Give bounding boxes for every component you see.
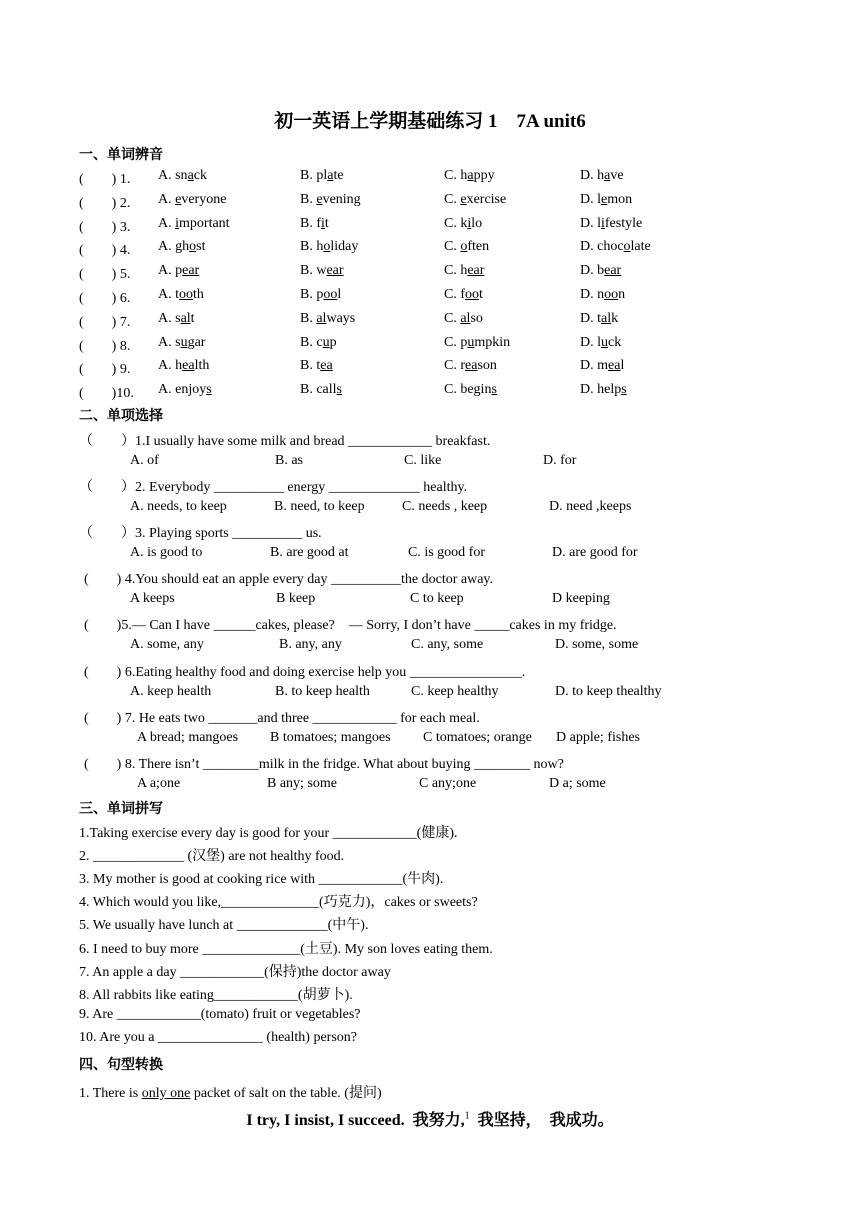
footer-text-b: 我坚持， 我成功。 [469,1112,614,1129]
option-text: t [190,310,195,326]
option-text: gar [187,334,206,350]
underlined-letters: i [601,215,605,231]
option-text: A. h [158,358,183,374]
option-text: p [329,334,337,350]
underlined-letters: o [189,239,197,255]
option-text: th [193,287,204,302]
page-number: 1 [464,1110,470,1122]
phonetic-option-a [158,287,204,303]
option-text: A. sn [158,168,188,183]
underlined-letters: ea [608,358,621,374]
mc-option: B. need, to keep [274,499,365,514]
mc-option: C to keep [410,591,464,606]
phonetic-option-b [300,287,341,303]
spelling-question: 1.Taking exercise every day is good for your ____________(健康). [79,826,458,841]
spelling-question: 10. Are you a _______________ (health) person? [79,1029,357,1045]
mc-option: A a;one [137,776,181,791]
underlined-letters: ear [467,263,485,279]
spelling-question: 7. An apple a day ____________(保持)the doctor away [79,964,391,980]
option-text: l [620,358,625,374]
option-text: liday [330,239,359,255]
mc-option: C. any, some [411,637,484,652]
option-text: ppy [473,168,495,183]
phonetic-option-c [444,263,484,279]
phonetic-option-a [158,263,199,279]
option-text: C. [444,310,461,326]
underlined-letters: a [467,168,474,183]
spelling-question: 3. My mother is good at cooking rice with ____________(牛肉). [79,872,444,888]
option-text: festyle [604,215,643,231]
transform-question-1 [79,1082,382,1102]
underlined-letters: s [491,382,497,398]
option-text: A. s [158,310,181,326]
underlined-letters: e [175,191,182,207]
option-text: C. r [444,358,465,374]
option-text: C. begin [444,382,492,398]
option-text: B. [300,191,317,207]
phonetic-option-b [300,382,342,398]
mc-option: C. like [404,453,442,468]
mc-option: A. of [130,453,159,468]
mc-option: B any; some [267,776,337,791]
option-text: D. l [580,215,601,231]
mc-option: A keeps [130,591,175,606]
phonetic-option-c [444,216,482,232]
option-text: D. m [580,358,608,374]
phonetic-option-c [444,335,510,351]
option-text: D. help [580,382,622,398]
option-text: A. enjoy [158,382,207,398]
option-text: ften [467,239,490,255]
phonetic-option-b [300,358,333,374]
option-text: C. k [444,215,468,231]
mc-option: D. some, some [555,637,639,652]
phonetic-option-a [158,358,209,374]
option-text: late [630,239,651,255]
option-text: D. n [580,287,605,302]
underlined-letters: al [180,310,191,326]
mc-option: A. keep health [130,684,212,699]
mc-question: ( ) 4.You should eat an apple every day __________the doctor away. [84,572,494,587]
phonetic-option-a [158,311,195,327]
mc-question: ( ) 8. There isn’t ________milk in the fridge. What about buying ________ now? [84,757,564,772]
phonetic-option-b [300,192,361,208]
option-text: C. f [444,287,465,302]
option-text: D. b [580,263,605,279]
phonetic-number: ( ) 3. [79,219,131,235]
spelling-question: 4. Which would you like,______________(巧克力)，cakes or sweets? [79,895,478,911]
underlined-letters: i [175,215,180,231]
option-text: l [337,287,342,302]
mc-option: B keep [276,591,316,606]
option-text: vening [322,191,361,207]
phonetic-option-a [158,192,226,208]
phonetic-option-a [158,216,230,232]
phonetic-option-d [580,358,624,374]
phonetic-number: ( ) 6. [79,291,131,306]
option-text: A. [158,191,176,207]
mc-question: （ ）3. Playing sports __________ us. [79,526,322,541]
option-text: A. p [158,263,183,279]
footer-text-a: I try, I insist, I succeed. 我努力, [246,1112,465,1129]
mc-option: D. to keep thealthy [555,684,662,699]
underlined-letters: e [601,191,608,207]
phonetic-option-a [158,382,212,398]
option-text: mpkin [474,334,511,350]
underlined-letters: o [623,239,631,255]
mc-question: （ ）1.I usually have some milk and bread ____________ breakfast. [79,434,491,449]
option-text: D. l [580,191,601,207]
phonetic-option-c [444,239,489,255]
option-text: B. c [300,334,323,350]
phonetic-option-c [444,192,506,208]
phonetic-option-d [580,192,632,208]
underlined-letters: oo [604,287,619,302]
phonetic-option-c [444,382,497,398]
mc-option: A bread; mangoes [137,730,239,745]
option-text: A. gh [158,239,190,255]
option-text: C. [444,239,461,255]
mc-option: C. needs , keep [402,499,488,514]
underlined-letters: al [460,310,471,326]
phonetic-option-a [158,335,205,351]
spelling-question: 2. _____________ (汉堡) are not healthy food. [79,849,345,865]
section-heading-phonetics: 一、单词辨音 [79,147,163,163]
option-text: C. p [444,334,468,350]
section-heading-multiple-choice: 二、单项选择 [79,408,163,424]
underlined-letters: ea [320,358,333,374]
underlined-letters: ea [182,358,195,374]
spelling-question: 9. Are ____________(tomato) fruit or vegetables? [79,1006,361,1022]
phonetic-number: ( ) 9. [79,362,131,378]
option-text: n [618,287,626,302]
phonetic-option-d [580,239,651,255]
phonetic-option-b [300,168,344,184]
mc-question: ( ) 7. He eats two _______and three ____________ for each meal. [84,711,480,726]
option-text: D. t [580,310,601,326]
mc-option: D. are good for [552,545,638,560]
mc-option: B. any, any [279,637,342,652]
option-text: xercise [466,191,507,207]
page-title: 初一英语上学期基础练习 1 7A unit6 [274,111,586,132]
option-text: so [470,310,483,326]
phonetic-option-d [580,335,621,351]
option-text: D. l [580,334,601,350]
transform-pre: 1. There is [79,1086,142,1101]
underlined-letters: u [322,334,330,350]
option-text: k [611,310,619,326]
phonetic-option-c [444,168,495,184]
option-text: lth [194,358,210,374]
phonetic-option-a [158,239,205,255]
option-text: B. h [300,239,324,255]
phonetic-option-b [300,335,337,351]
underlined-letters: a [604,168,611,183]
option-text: mon [607,191,633,207]
mc-question: ( )5.— Can I have ______cakes, please? — Sorry, I don’t have _____cakes in my fridge. [84,618,617,633]
option-text: A. s [158,334,181,350]
option-text: t [479,287,483,302]
mc-option: A. needs, to keep [130,499,227,514]
phonetic-option-c [444,287,483,303]
phonetic-option-a [158,168,207,184]
underlined-letters: ea [465,358,478,374]
phonetic-number: ( ) 1. [79,172,131,187]
underlined-letters: e [460,191,467,207]
underlined-letters: ear [604,263,622,279]
section-heading-transform: 四、句型转换 [79,1057,163,1073]
option-text: D. choc [580,239,624,255]
underlined-letters: u [467,334,475,350]
underlined-letters: i [467,215,472,231]
phonetic-option-b [300,263,344,279]
phonetic-number: ( ) 4. [79,243,131,259]
mc-option: A. some, any [130,637,204,652]
option-text: B. t [300,358,321,374]
section-heading-spelling: 三、单词拼写 [79,801,163,817]
mc-option: B. to keep health [275,684,370,699]
transform-underlined: only one [141,1086,191,1101]
phonetic-number: ( ) 2. [79,195,131,211]
option-text: B. call [300,382,337,398]
option-text: te [333,168,344,183]
option-text: C. [444,191,461,207]
option-text: mportant [179,215,230,231]
mc-option: B tomatoes; mangoes [270,730,391,745]
spelling-question: 8. All rabbits like eating____________(胡萝卜). [79,987,353,1003]
underlined-letters: o [323,239,331,255]
mc-option: C. is good for [408,545,485,560]
phonetic-option-d [580,168,624,184]
option-text: B. f [300,215,321,231]
phonetic-option-c [444,311,483,327]
option-text: B. w [300,263,327,279]
underlined-letters: ear [182,263,200,279]
underlined-letters: al [316,310,327,326]
option-text: B. pl [300,168,328,183]
phonetic-option-b [300,216,329,232]
underlined-letters: a [327,168,334,183]
mc-option: D. need ,keeps [549,499,632,514]
phonetic-number: ( ) 7. [79,314,131,330]
mc-option: C tomatoes; orange [423,730,532,745]
option-text: ways [326,310,356,326]
option-text: C. h [444,168,468,183]
phonetic-option-d [580,382,627,398]
spelling-question: 6. I need to buy more ______________(土豆). My son loves eating them. [79,941,493,957]
phonetic-number: ( )10. [79,386,134,402]
phonetic-option-b [300,239,358,255]
option-text: ve [610,168,624,183]
mc-question: （ ）2. Everybody __________ energy _____________ healthy. [79,480,468,495]
underlined-letters: oo [465,287,479,302]
underlined-letters: oo [323,287,338,302]
underlined-letters: al [601,310,612,326]
phonetic-number: ( ) 5. [79,267,131,283]
underlined-letters: i [321,215,325,231]
underlined-letters: s [336,382,342,398]
footer-motto [0,1107,860,1130]
spelling-question: 5. We usually have lunch at _____________(中午). [79,918,369,934]
mc-option: D apple; fishes [556,730,640,745]
phonetic-option-d [580,287,625,303]
mc-option: A. is good to [130,545,203,560]
phonetic-option-d [580,216,642,232]
option-text: C. h [444,263,468,279]
mc-option: B. are good at [270,545,349,560]
underlined-letters: oo [179,287,193,302]
phonetic-option-b [300,311,355,327]
option-text: A. [158,215,176,231]
option-text: A. t [158,287,179,302]
phonetic-number: ( ) 8. [79,338,131,354]
transform-post: packet of salt on the table. (提问) [190,1086,382,1101]
option-text: D. h [580,168,605,183]
option-text: son [477,358,497,374]
underlined-letters: ear [326,263,344,279]
mc-option: D a; some [549,776,606,791]
underlined-letters: a [187,168,194,183]
phonetic-option-d [580,263,621,279]
phonetic-option-c [444,358,497,374]
phonetic-option-d [580,311,618,327]
underlined-letters: s [621,382,627,398]
option-text: lo [471,215,483,231]
mc-option: D keeping [552,591,610,606]
option-text: ck [608,334,622,350]
option-text: B. p [300,287,324,302]
mc-option: B. as [275,453,303,468]
underlined-letters: u [601,334,608,350]
mc-question: ( ) 6.Eating healthy food and doing exercise help you ________________. [84,665,526,680]
option-text: t [324,215,329,231]
underlined-letters: s [206,382,212,398]
underlined-letters: e [316,191,323,207]
underlined-letters: u [180,334,188,350]
option-text: st [196,239,206,255]
option-text: B. [300,310,317,326]
underlined-letters: o [460,239,468,255]
option-text: veryone [181,191,227,207]
mc-option: C any;one [419,776,477,791]
option-text: ck [193,168,207,183]
mc-option: D. for [543,453,577,468]
mc-option: C. keep healthy [411,684,499,699]
